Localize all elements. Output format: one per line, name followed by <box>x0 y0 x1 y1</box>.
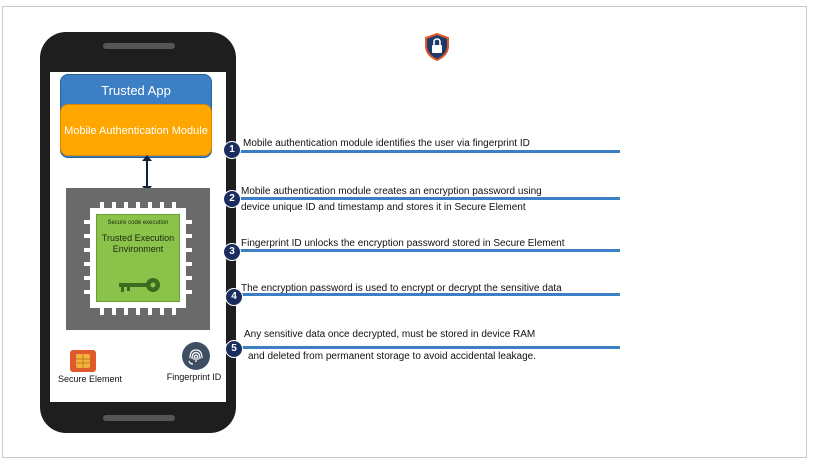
step-text-line1: Any sensitive data once decrypted, must be stored in device RAM <box>244 329 536 340</box>
chip-pin <box>124 308 128 315</box>
step-number-badge: 4 <box>225 288 243 306</box>
chip-pin <box>112 202 116 209</box>
chip-pin <box>136 308 140 315</box>
step-number-badge: 2 <box>223 190 241 208</box>
chip-pin <box>84 248 91 252</box>
tee-chip-core <box>96 214 180 302</box>
mobile-authentication-module: Mobile Authentication Module <box>60 104 212 156</box>
step-number-badge: 5 <box>225 340 243 358</box>
step-connector-line <box>232 346 620 349</box>
step-number-badge: 1 <box>223 141 241 159</box>
key-icon <box>115 275 163 295</box>
tee-label-line1: Trusted Execution <box>101 233 175 243</box>
phone-screen <box>50 72 226 402</box>
chip-pin <box>148 308 152 315</box>
chip-pin <box>185 248 192 252</box>
chip-pin <box>160 202 164 209</box>
step-number-badge: 3 <box>223 243 241 261</box>
step-text-line2: and deleted from permanent storage to avoid accidental leakage. <box>248 351 536 362</box>
chip-pin <box>84 276 91 280</box>
chip-pin <box>136 202 140 209</box>
tee-label <box>97 233 179 255</box>
secure-code-label: Secure code execution <box>107 220 169 226</box>
tee-chip-panel <box>66 188 210 330</box>
bidirectional-arrow <box>146 156 148 190</box>
chip-pin <box>124 202 128 209</box>
chip-pin <box>84 234 91 238</box>
tee-label-line2: Environment <box>112 244 164 254</box>
chip-pin <box>185 290 192 294</box>
chip-pin <box>185 220 192 224</box>
step-text-line1: The encryption password is used to encrypt or decrypt the sensitive data <box>241 283 562 294</box>
step-connector-line <box>232 150 620 153</box>
chip-pin <box>160 308 164 315</box>
chip-pin <box>112 308 116 315</box>
step-text-line1: Fingerprint ID unlocks the encryption password stored in Secure Element <box>241 238 565 249</box>
chip-pin <box>100 202 104 209</box>
chip-pin <box>172 202 176 209</box>
fingerprint-icon <box>182 342 210 370</box>
chip-pin <box>84 220 91 224</box>
shield-lock-icon <box>424 33 450 61</box>
sim-card-icon <box>70 350 96 372</box>
step-text-line1: Mobile authentication module identifies the user via fingerprint ID <box>243 138 530 149</box>
phone-bottom-speaker <box>103 415 175 421</box>
chip-pin <box>148 202 152 209</box>
fingerprint-id-label: Fingerprint ID <box>166 372 222 382</box>
chip-pin <box>84 290 91 294</box>
step-text-line1: Mobile authentication module creates an encryption password using <box>241 186 542 197</box>
chip-pin <box>185 234 192 238</box>
step-text-line2: device unique ID and timestamp and stores it in Secure Element <box>241 202 526 213</box>
chip-pin <box>172 308 176 315</box>
chip-pin <box>100 308 104 315</box>
chip-pin <box>185 262 192 266</box>
chip-pin <box>185 276 192 280</box>
trusted-app-label: Trusted App <box>101 83 171 98</box>
arrow-up-icon <box>142 155 152 161</box>
chip-pin <box>84 262 91 266</box>
smartphone <box>40 32 236 433</box>
phone-speaker <box>103 43 175 49</box>
secure-element-label: Secure Element <box>57 374 123 384</box>
